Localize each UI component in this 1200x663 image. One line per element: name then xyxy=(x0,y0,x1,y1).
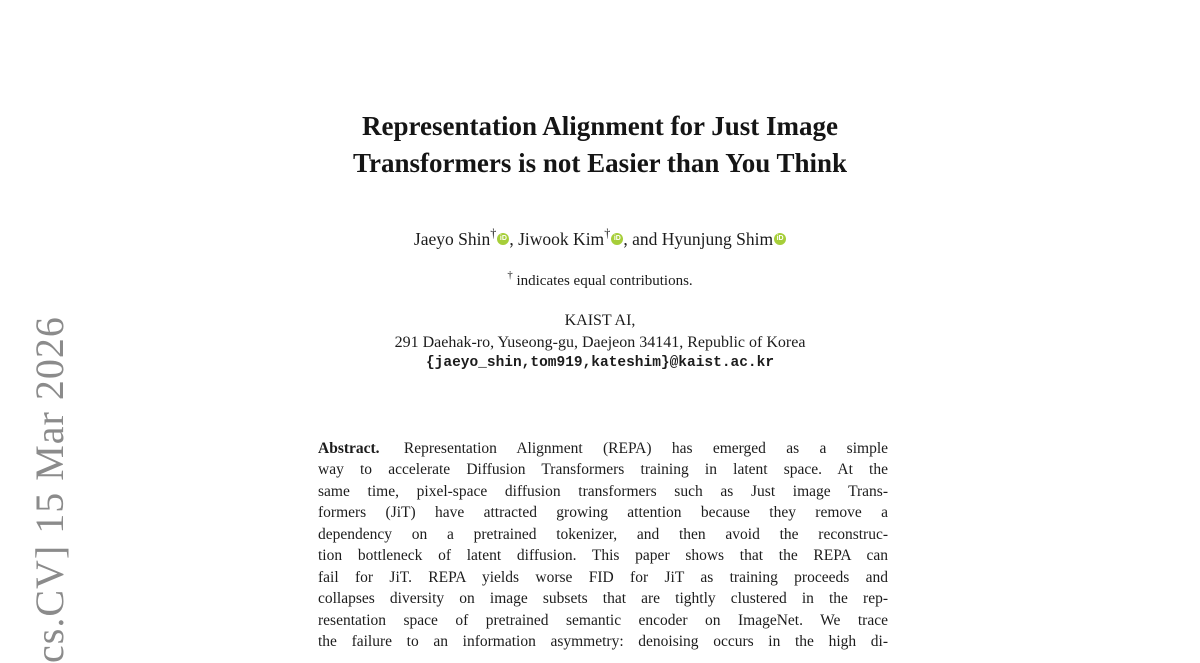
abstract-text: Representation Alignment (REPA) has emerged as a simple xyxy=(403,440,889,457)
orcid-icon[interactable]: iD xyxy=(497,233,509,245)
author-name: Jiwook Kim xyxy=(518,228,605,249)
orcid-icon[interactable]: iD xyxy=(774,233,786,245)
abstract-line: way to accelerate Diffusion Transformers training in latent space. At the xyxy=(318,461,888,479)
author-name: Hyunjung Shim xyxy=(661,228,774,249)
author-separator: , xyxy=(509,228,519,249)
abstract-line: same time, pixel-space diffusion transformers such as Just image Trans- xyxy=(318,482,888,500)
abstract-block xyxy=(318,438,888,652)
author-name: Jaeyo Shin xyxy=(413,228,491,249)
abstract-line: resentation space of pretrained semantic encoder on ImageNet. We trace xyxy=(318,611,888,629)
affiliation-block xyxy=(0,310,1200,375)
equal-contribution-dagger: † xyxy=(490,226,497,240)
abstract-line xyxy=(318,438,888,459)
affiliation-address: 291 Daehak-ro, Yuseong-gu, Daejeon 34141, Republic of Korea xyxy=(394,333,806,351)
paper-title-line-1: Representation Alignment for Just Image xyxy=(362,111,838,141)
abstract-line: tion bottleneck of latent diffusion. This paper shows that the REPA can xyxy=(318,547,888,565)
abstract-line: formers (JiT) have attracted growing attention because they remove a xyxy=(318,504,888,522)
paper-title-line-2: Transformers is not Easier than You Think xyxy=(352,148,848,178)
equal-contribution-dagger: † xyxy=(604,226,611,240)
author-line xyxy=(0,227,1200,250)
equal-contribution-text: indicates equal contributions. xyxy=(516,273,693,289)
paper-title xyxy=(0,108,1200,182)
affiliation-email[interactable]: {jaeyo_shin,tom919,kateshim}@kaist.ac.kr xyxy=(425,355,775,371)
arxiv-watermark: cs.CV] 15 Mar 2026 xyxy=(27,316,72,663)
equal-contribution-dagger: † xyxy=(507,269,513,281)
abstract-line: the failure to an information asymmetry: denoising occurs in the high di- xyxy=(318,632,888,650)
abstract-line: collapses diversity on image subsets that are tightly clustered in the rep- xyxy=(318,590,888,608)
abstract-line: fail for JiT. REPA yields worse FID for JiT as training proceeds and xyxy=(318,568,888,586)
author-separator: , and xyxy=(623,228,662,249)
abstract-line: dependency on a pretrained tokenizer, and then avoid the reconstruc- xyxy=(318,525,888,543)
equal-contribution-note xyxy=(0,270,1200,290)
abstract-label: Abstract. xyxy=(318,440,380,457)
orcid-icon[interactable]: iD xyxy=(611,233,623,245)
affiliation-institute: KAIST AI, xyxy=(564,312,636,329)
